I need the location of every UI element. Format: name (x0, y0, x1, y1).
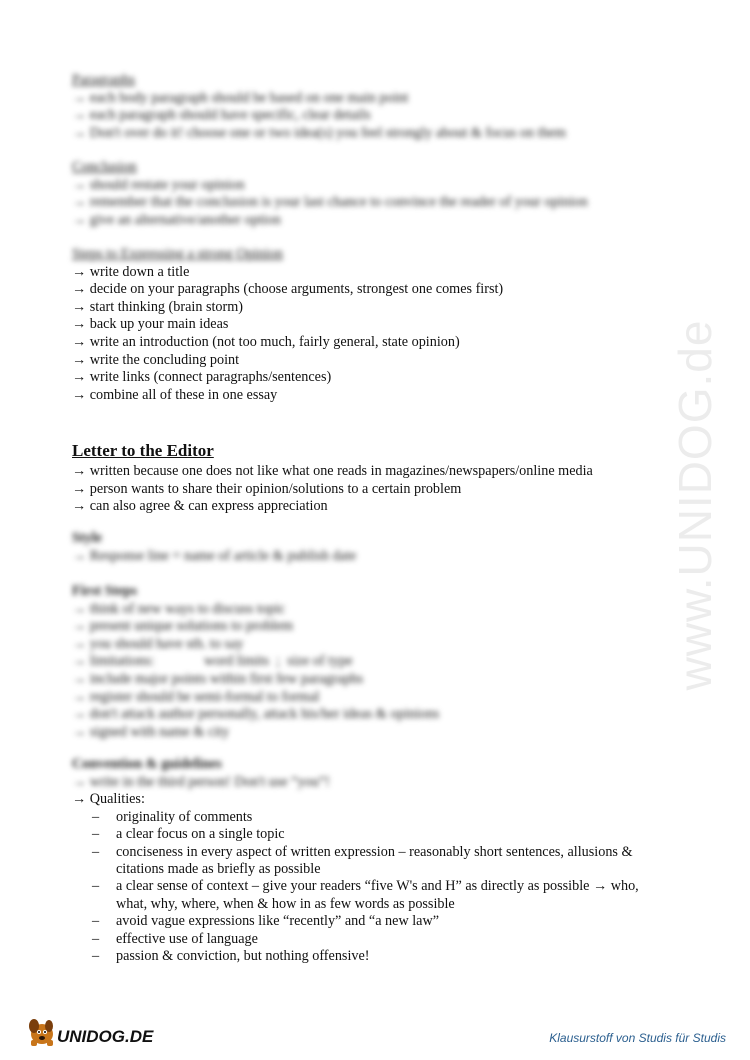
section-first-steps (72, 583, 692, 741)
text-line: → write down a title (72, 263, 190, 280)
qualities-list (72, 809, 692, 966)
text-line: → back up your main ideas (72, 316, 229, 333)
list-item-text: passion & conviction, but nothing offensive! (116, 948, 370, 965)
footer-tagline: Klausurstoff von Studis für Studis (549, 1031, 726, 1045)
text-line: → write links (connect paragraphs/sentences) (72, 369, 332, 386)
watermark-text: www.UNIDOG.de (669, 319, 721, 691)
text-line: → should restate your opinion (72, 176, 245, 193)
section-steps (72, 246, 692, 404)
list-item-text: what, why, where, when & how in as few words as possible (116, 895, 455, 912)
text-line: → Don't over do it! choose one or two idea(s) you feel strongly about & focus on them (72, 124, 566, 141)
section-heading: Steps to Expressing a strong Opinion (72, 246, 283, 262)
section-conclusion (72, 159, 692, 229)
list-item-text: originality of comments (116, 808, 253, 825)
text-line: → remember that the conclusion is your last chance to convince the reader of your opinion (72, 194, 588, 211)
text-line: → Response line = name of article & publish date (72, 547, 357, 564)
text-line: → write in the third person! Don't use “you”! (72, 773, 330, 790)
text-line: → register should be semi-formal to formal (72, 688, 320, 705)
list-item (72, 913, 692, 930)
text-line: → present unique solutions to problem (72, 618, 294, 635)
list-item-text: a clear sense of context – give your readers “five W's and H” as directly as possible → who, (116, 878, 639, 895)
text-line: → give an alternative/another option (72, 211, 281, 228)
text-line: → each body paragraph should be based on one main point (72, 89, 409, 106)
dash-bullet: – (92, 808, 100, 825)
dash-bullet: – (92, 843, 100, 860)
text-line: → combine all of these in one essay (72, 386, 278, 403)
list-item-text: conciseness in every aspect of written expression – reasonably short sentences, allusions & (116, 843, 633, 860)
list-item-text: avoid vague expressions like “recently” and “a new law” (116, 913, 440, 930)
text-line: → write an introduction (not too much, fairly general, state opinion) (72, 333, 460, 350)
dash-bullet: – (92, 930, 100, 947)
section-heading: Paragraphs (72, 72, 136, 88)
list-item (72, 878, 692, 913)
list-item (72, 826, 692, 843)
section-conventions (72, 756, 692, 965)
section-style (72, 530, 692, 565)
text-line: → each paragraph should have specific, clear details (72, 107, 371, 124)
text-line: → write the concluding point (72, 351, 240, 368)
section-heading: First Steps (72, 583, 138, 599)
list-item (72, 948, 692, 965)
dog-mascot-icon (29, 1019, 53, 1046)
section-heading: Convention & guidelines (72, 756, 222, 772)
unidog-logo (22, 1014, 162, 1048)
text-line: → decide on your paragraphs (choose arguments, strongest one comes first) (72, 281, 504, 298)
dash-bullet: – (92, 878, 100, 895)
logo-text: UNIDOG.DE (57, 1027, 154, 1046)
dash-bullet: – (92, 826, 100, 843)
section-letter (72, 441, 692, 516)
section-heading: Style (72, 530, 102, 546)
text-line: → written because one does not like what one reads in magazines/newspapers/online media (72, 463, 593, 479)
list-item (72, 931, 692, 948)
section-heading: Conclusion (72, 159, 137, 175)
text-line: → think of new ways to discuss topic (72, 600, 286, 617)
list-item (72, 844, 692, 879)
list-item-text: a clear focus on a single topic (116, 826, 285, 843)
text-line: → signed with name & city (72, 723, 230, 740)
list-item (72, 809, 692, 826)
list-item-text: effective use of language (116, 930, 258, 947)
text-line: → start thinking (brain storm) (72, 298, 244, 315)
text-line: → don't attack author personally, attack his/her ideas & opinions (72, 706, 440, 723)
text-line: → limitations: word limits ; size of type (72, 653, 353, 670)
text-line: → include major points within first few paragraphs (72, 670, 364, 687)
section-paragraphs (72, 72, 692, 142)
text-line: → person wants to share their opinion/solutions to a certain problem (72, 480, 462, 497)
text-line: → can also agree & can express appreciation (72, 498, 328, 515)
qualities-label: → Qualities: (72, 791, 145, 808)
section-title: Letter to the Editor (72, 441, 214, 460)
dash-bullet: – (92, 913, 100, 930)
list-item-text: citations made as briefly as possible (116, 861, 321, 877)
dash-bullet: – (92, 948, 100, 965)
text-line: → you should have sth. to say (72, 635, 244, 652)
